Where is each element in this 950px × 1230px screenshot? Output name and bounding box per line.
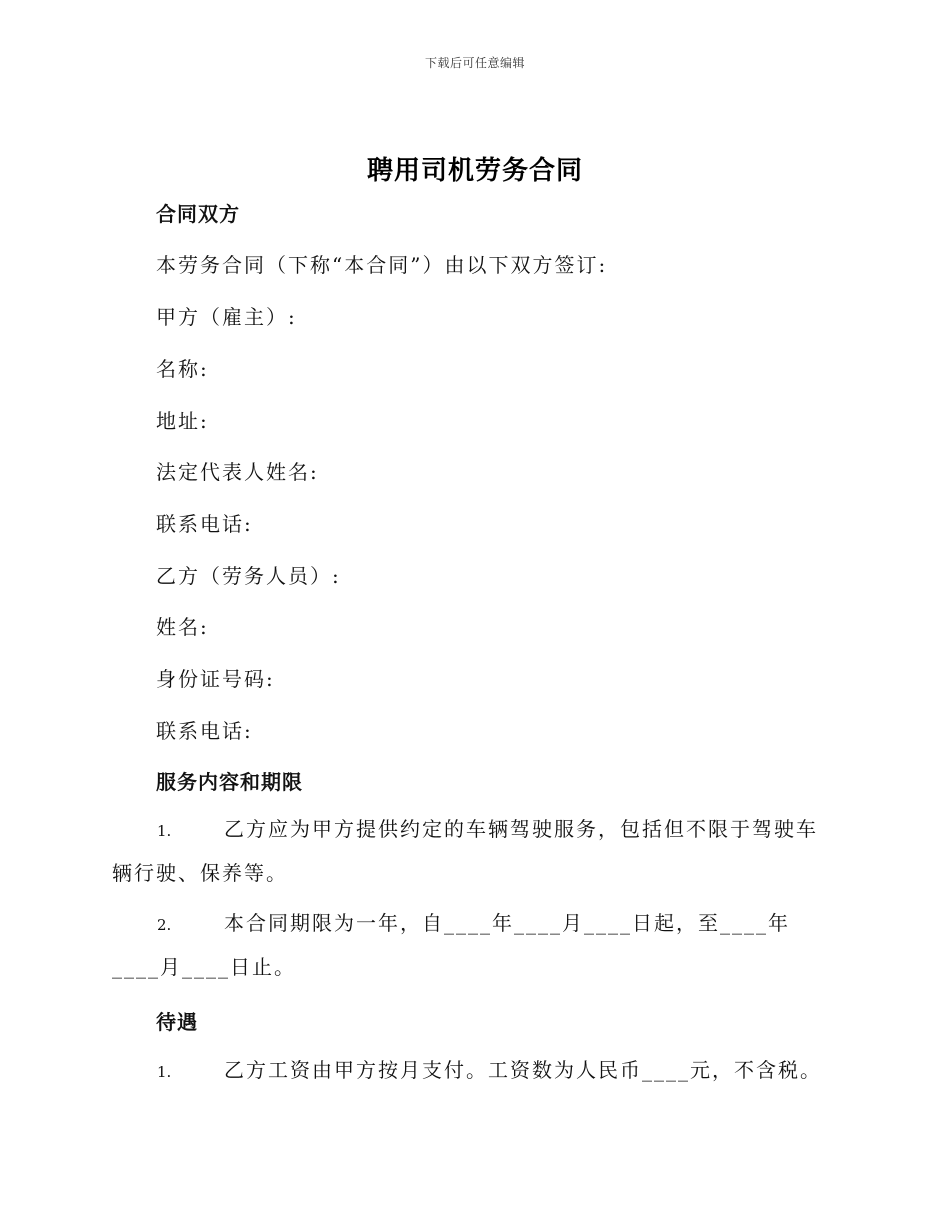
party-a-label: 甲方（雇主）: [156,305,297,329]
section-heading-pay: 待遇 [156,1010,198,1034]
service-item-1-number: 1. [157,822,172,840]
service-item-2-text: 本合同期限为一年，自____年____月____日起，至____年____月____日止。 [112,911,790,979]
service-item-2 [112,902,832,988]
party-b-label: 乙方（劳务人员）: [156,564,341,588]
header-note: 下载后可任意编辑 [424,56,525,70]
section-heading-service: 服务内容和期限 [156,770,303,794]
pay-item-1-number: 1. [157,1063,172,1081]
party-b-phone-field: 联系电话: [156,719,253,743]
pay-item-1 [112,1049,832,1093]
service-item-2-number: 2. [157,916,172,934]
party-a-name-field: 名称: [156,357,209,381]
party-a-phone-field: 联系电话: [156,512,253,536]
service-item-1-text: 乙方应为甲方提供约定的车辆驾驶服务，包括但不限于驾驶车辆行驶、保养等。 [112,817,818,885]
section-heading-parties: 合同双方 [156,202,240,226]
intro-line: 本劳务合同（下称“本合同”）由以下双方签订: [156,253,608,277]
party-b-id-field: 身份证号码: [156,667,275,691]
party-a-address-field: 地址: [156,409,209,433]
pay-item-1-text: 乙方工资由甲方按月支付。工资数为人民币____元，不含税。 [224,1058,822,1082]
document-title: 聘用司机劳务合同 [366,156,583,186]
party-a-representative-field: 法定代表人姓名: [156,460,319,484]
service-item-1 [112,808,832,894]
party-b-name-field: 姓名: [156,615,209,639]
